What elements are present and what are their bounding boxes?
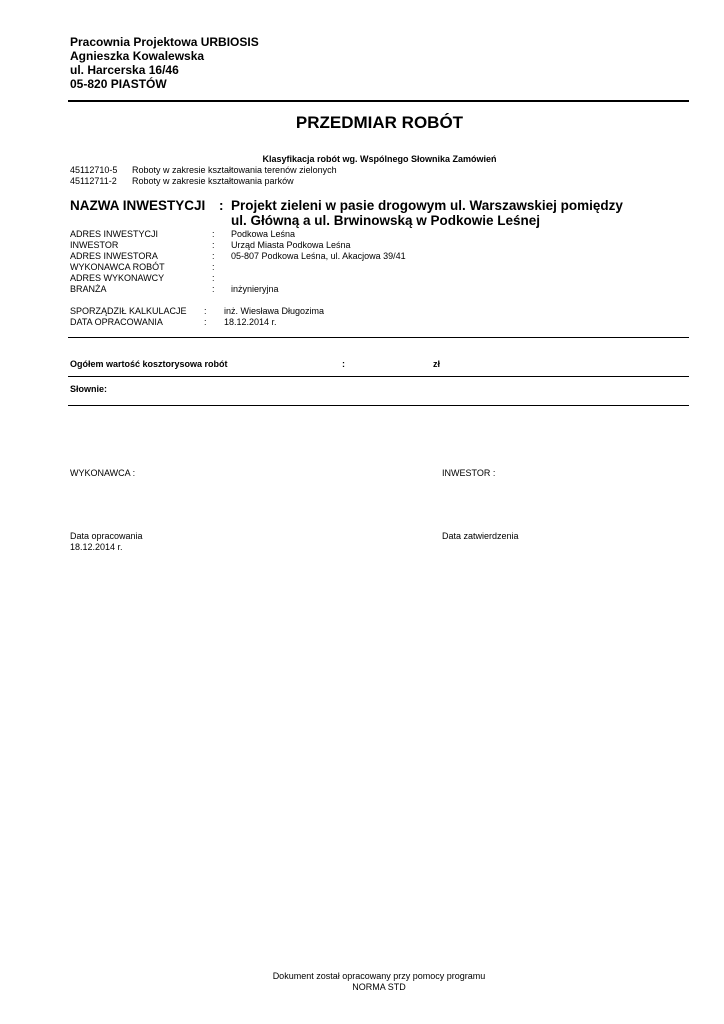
words-divider	[68, 405, 689, 406]
date-approved-label: Data zatwierdzenia	[442, 531, 519, 541]
detail-colon: :	[212, 240, 215, 250]
section-divider	[68, 337, 689, 338]
total-currency: zł	[433, 359, 441, 369]
date-prepared-label: Data opracowania	[70, 531, 143, 541]
investor-signature-label: INWESTOR :	[442, 468, 496, 478]
detail-colon: :	[212, 273, 215, 283]
document-title: PRZEDMIAR ROBÓT	[295, 113, 464, 132]
prepared-label: DATA OPRACOWANIA	[70, 317, 163, 327]
prepared-colon: :	[204, 317, 207, 327]
detail-label: BRANŻA	[70, 284, 107, 294]
contractor-signature-label: WYKONAWCA :	[70, 468, 136, 478]
investment-name-line2: ul. Główną a ul. Brwinowską w Podkowie Leśnej	[231, 213, 541, 228]
detail-colon: :	[212, 262, 215, 272]
prepared-value: inż. Wiesława Długozima	[224, 306, 325, 316]
cpv-description: Roboty w zakresie kształtowania parków	[132, 176, 294, 186]
investment-name-line1: Projekt zieleni w pasie drogowym ul. Warszawskiej pomiędzy	[231, 198, 623, 213]
company-city: 05-820 PIASTÓW	[70, 77, 167, 91]
date-prepared-value: 18.12.2014 r.	[70, 542, 123, 552]
company-street: ul. Harcerska 16/46	[70, 63, 179, 77]
detail-colon: :	[212, 284, 215, 294]
detail-label: ADRES INWESTORA	[70, 251, 158, 261]
prepared-colon: :	[204, 306, 207, 316]
detail-value: Podkowa Leśna	[231, 229, 296, 239]
cpv-code: 45112710-5	[70, 165, 118, 175]
footer-line2: NORMA STD	[352, 982, 406, 992]
header-divider	[68, 100, 689, 102]
detail-colon: :	[212, 229, 215, 239]
detail-colon: :	[212, 251, 215, 261]
company-name: Pracownia Projektowa URBIOSIS	[70, 35, 259, 49]
detail-value: inżynieryjna	[231, 284, 279, 294]
prepared-value: 18.12.2014 r.	[224, 317, 277, 327]
total-divider	[68, 376, 689, 377]
prepared-label: SPORZĄDZIŁ KALKULACJE	[70, 306, 187, 316]
detail-label: ADRES WYKONAWCY	[70, 273, 165, 283]
total-label: Ogółem wartość kosztorysowa robót	[70, 359, 228, 369]
detail-label: INWESTOR	[70, 240, 119, 250]
total-colon: :	[342, 359, 345, 369]
footer-line1: Dokument został opracowany przy pomocy programu	[272, 971, 486, 981]
detail-label: WYKONAWCA ROBÓT	[70, 262, 165, 272]
classification-heading: Klasyfikacja robót wg. Wspólnego Słownika Zamówień	[262, 154, 497, 164]
company-person: Agnieszka Kowalewska	[70, 49, 205, 63]
cpv-description: Roboty w zakresie kształtowania terenów zielonych	[132, 165, 337, 175]
investment-label: NAZWA INWESTYCJI	[70, 198, 206, 213]
investment-colon: :	[219, 198, 224, 213]
detail-value: Urząd Miasta Podkowa Leśna	[231, 240, 351, 250]
detail-label: ADRES INWESTYCJI	[70, 229, 159, 239]
cpv-code: 45112711-2	[70, 176, 117, 186]
words-label: Słownie:	[70, 384, 108, 394]
detail-value: 05-807 Podkowa Leśna, ul. Akacjowa 39/41	[231, 251, 406, 261]
